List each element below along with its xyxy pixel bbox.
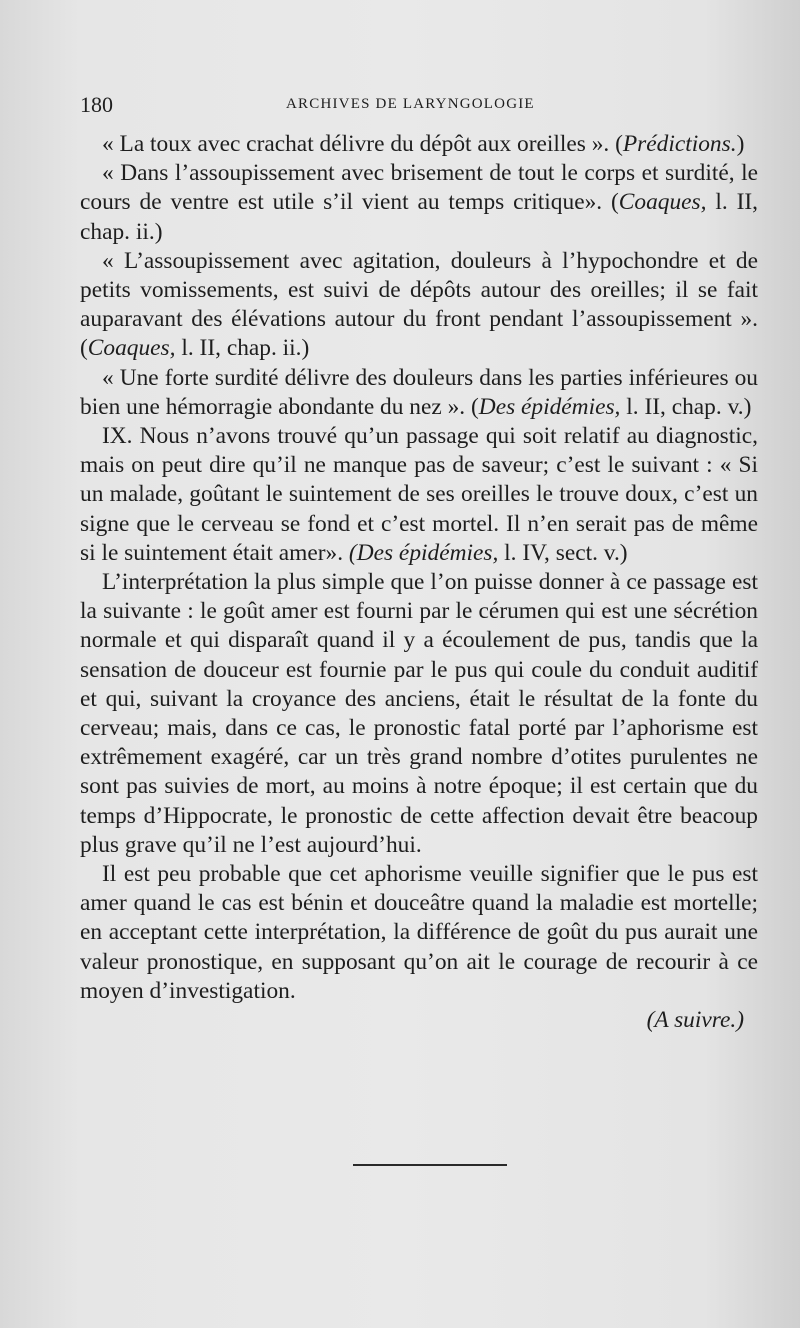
citation-title: Coaques, <box>618 189 707 216</box>
citation-ref: l. IV, sect. v.) <box>498 539 628 566</box>
body-text <box>80 130 758 1035</box>
quote-text: « L’assoupissement avec agitation, douleurs à l’hypochondre et de petits vomissements, est suivi de dépôts autour des oreilles; il se fait auparavant des élévations autour du front pendant l’assoupissement ». ( <box>80 247 758 362</box>
paragraph-interpretation: L’interprétation la plus simple que l’on puisse donner à ce passage est la suivante : le goût amer est fourni par le cérumen qui est une sécrétion normale et qui disparaît quand il y a écoulement de pus, tandis que la sensation de douceur est fournie par le pus qui coule du conduit auditif et qui, suivant la croyance des anciens, était le résultat de la fonte du cerveau; mais, dans ce cas, le pronostic fatal porté par l’aphorisme est extrêmement exagéré, car un très grand nombre d’otites purulentes ne sont pas suivies de mort, au moins à notre époque; il est certain que du temps d’Hippocrate, le pronostic de cette affection devait être beacoup plus grave qu’il ne l’est aujourd’hui. <box>80 569 758 858</box>
running-head: ARCHIVES DE LARYNGOLOGIE <box>286 96 535 112</box>
citation-title: Coaques, <box>87 335 176 362</box>
page-header <box>80 92 760 120</box>
citation-ref: l. II, chap. v.) <box>620 393 752 420</box>
citation-title: Des épidémies, <box>478 393 621 420</box>
paragraph-text: IX. Nous n’avons trouvé qu’un passage qui soit relatif au diagnostic, mais on peut dire qu’il ne manque pas de saveur; c’est le suivant : « Si un malade, goûtant le suintement de ses oreilles le trouve doux, c’est un signe que le cerveau se fond et c’est mortel. Il n’en serait pas de même si le suintement était amer». <box>80 423 758 566</box>
quote-text: « La toux avec crachat délivre du dépôt aux oreilles ». ( <box>102 131 623 157</box>
page-number: 180 <box>80 92 113 117</box>
citation-ref: l. II, chap. ii.) <box>80 189 759 245</box>
citation-title: Prédictions. <box>622 131 737 157</box>
paragraph-coaques-2 <box>80 247 758 364</box>
quote-text: « Une forte surdité délivre des douleurs dans les parties inférieures ou bien une hémorragie abondante du nez ». ( <box>80 364 758 420</box>
paragraph-epidemies-1 <box>80 364 758 422</box>
paragraph-predictions <box>80 130 758 159</box>
paragraph-section-ix <box>80 422 758 568</box>
citation-ref: ) <box>736 131 745 157</box>
to-be-continued: (A suivre.) <box>646 1007 744 1034</box>
citation-ref: l. II, chap. ii.) <box>175 335 310 362</box>
quote-text: « Dans l’assoupissement avec brisement de tout le corps et surdité, le cours de ventre est utile s’il vient au temps critique». ( <box>80 160 758 216</box>
paragraph-coaques-1 <box>80 159 758 247</box>
paragraph-conclusion: Il est peu probable que cet aphorisme veuille signifier que le pus est amer quand le cas est bénin et douceâtre quand la maladie est mortelle; en acceptant cette interprétation, la différence de goût du pus aurait une valeur pronostique, en supposant qu’on ait le courage de recourir à ce moyen d’investigation. <box>80 861 758 1004</box>
closing-rule <box>353 1164 507 1166</box>
citation-title: (Des épidémies, <box>348 539 499 566</box>
